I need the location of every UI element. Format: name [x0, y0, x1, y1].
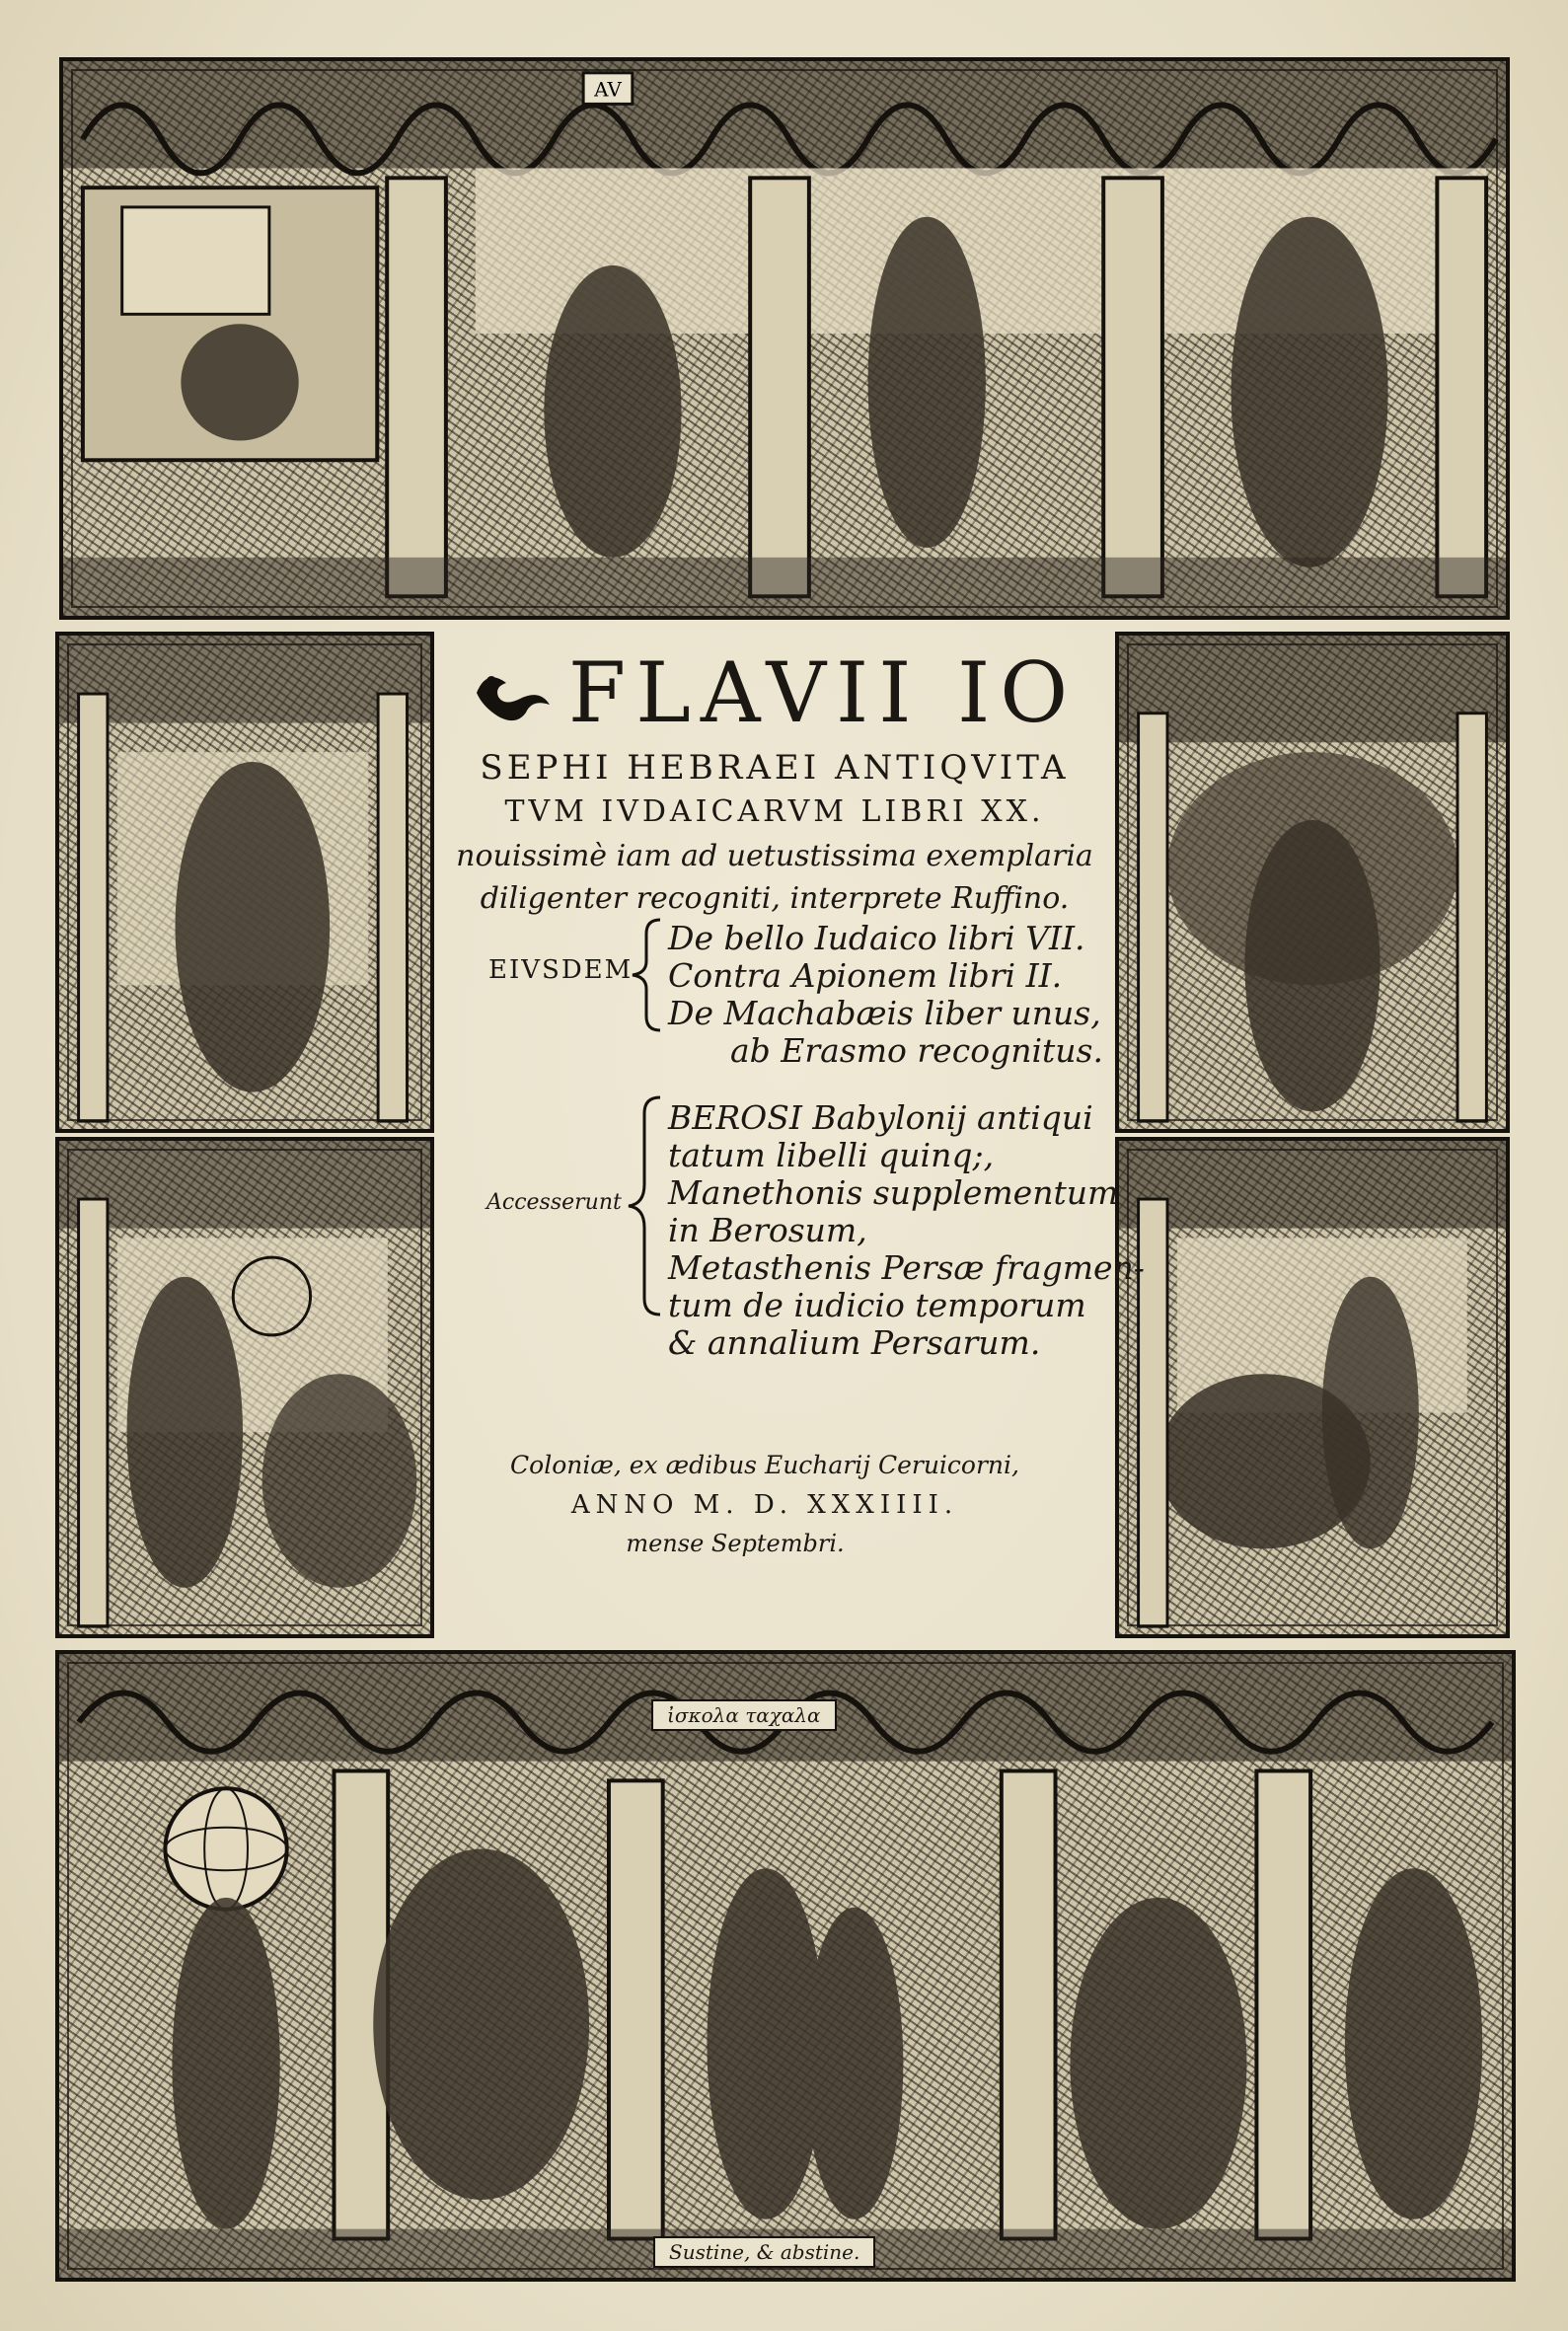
eiusdem-item-1: De bello Iudaico libri VII. — [668, 919, 1085, 957]
fleuron-ornament-icon — [472, 663, 560, 722]
imprint-line-1: Coloniæ, ex ædibus Eucharij Ceruicorni, — [510, 1451, 1019, 1479]
accesserunt-item-5: Metasthenis Persæ fragmen- — [668, 1248, 1145, 1287]
accesserunt-item-7: & annalium Persarum. — [668, 1323, 1041, 1362]
eiusdem-brace-icon — [629, 916, 664, 1034]
accesserunt-item-4: in Berosum, — [668, 1211, 867, 1249]
eiusdem-item-2: Contra Apionem libri II. — [668, 956, 1063, 995]
accesserunt-item-3: Manethonis supplementum — [668, 1173, 1119, 1212]
bottom-woodcut-border — [55, 1650, 1516, 2282]
right-lower-illustration — [1119, 1141, 1506, 1634]
top-woodcut-border — [59, 57, 1510, 620]
top-woodcut-illustration — [63, 61, 1506, 616]
eiusdem-label: EIVSDEM — [488, 955, 634, 985]
right-woodcut-panel-upper — [1115, 632, 1510, 1133]
title-line-3: TVM IVDAICARVM LIBRI XX. — [504, 794, 1045, 829]
accesserunt-item-1: BEROSI Babylonij antiqui — [668, 1098, 1093, 1137]
imprint-year: ANNO M. D. XXXIIII. — [570, 1490, 959, 1520]
left-woodcut-panel-lower — [55, 1137, 434, 1638]
bottom-banner-greek: ἰσκολα ταχαλα — [651, 1699, 837, 1731]
imprint-month: mense Septembri. — [626, 1530, 845, 1557]
right-woodcut-panel-lower — [1115, 1137, 1510, 1638]
top-banner-text: AV — [594, 78, 622, 102]
accesserunt-item-6: tum de iudicio temporum — [668, 1286, 1086, 1324]
subtitle-line-2: diligenter recogniti, interprete Ruffino. — [480, 881, 1070, 916]
right-upper-illustration — [1119, 636, 1506, 1129]
bottom-banner-motto: Sustine, & abstine. — [653, 2236, 875, 2268]
title-text-block — [449, 641, 1145, 1628]
title-line-2: SEPHI HEBRAEI ANTIQVITA — [480, 748, 1070, 788]
eiusdem-item-4: ab Erasmo recognitus. — [730, 1031, 1103, 1070]
bottom-woodcut-illustration — [59, 1654, 1512, 2278]
left-upper-illustration — [59, 636, 430, 1129]
main-title-line — [449, 644, 1100, 741]
accesserunt-label: Accesserunt — [486, 1190, 622, 1215]
accesserunt-item-2: tatum libelli quinq;, — [668, 1136, 995, 1174]
subtitle-line-1: nouissimè iam ad uetustissima exemplaria — [456, 839, 1093, 873]
left-lower-illustration — [59, 1141, 430, 1634]
accesserunt-brace-icon — [625, 1093, 664, 1320]
title-flavii-io: FLAVII IO — [567, 644, 1079, 741]
left-woodcut-panel-upper — [55, 632, 434, 1133]
eiusdem-item-3: De Machabæis liber unus, — [668, 994, 1101, 1032]
